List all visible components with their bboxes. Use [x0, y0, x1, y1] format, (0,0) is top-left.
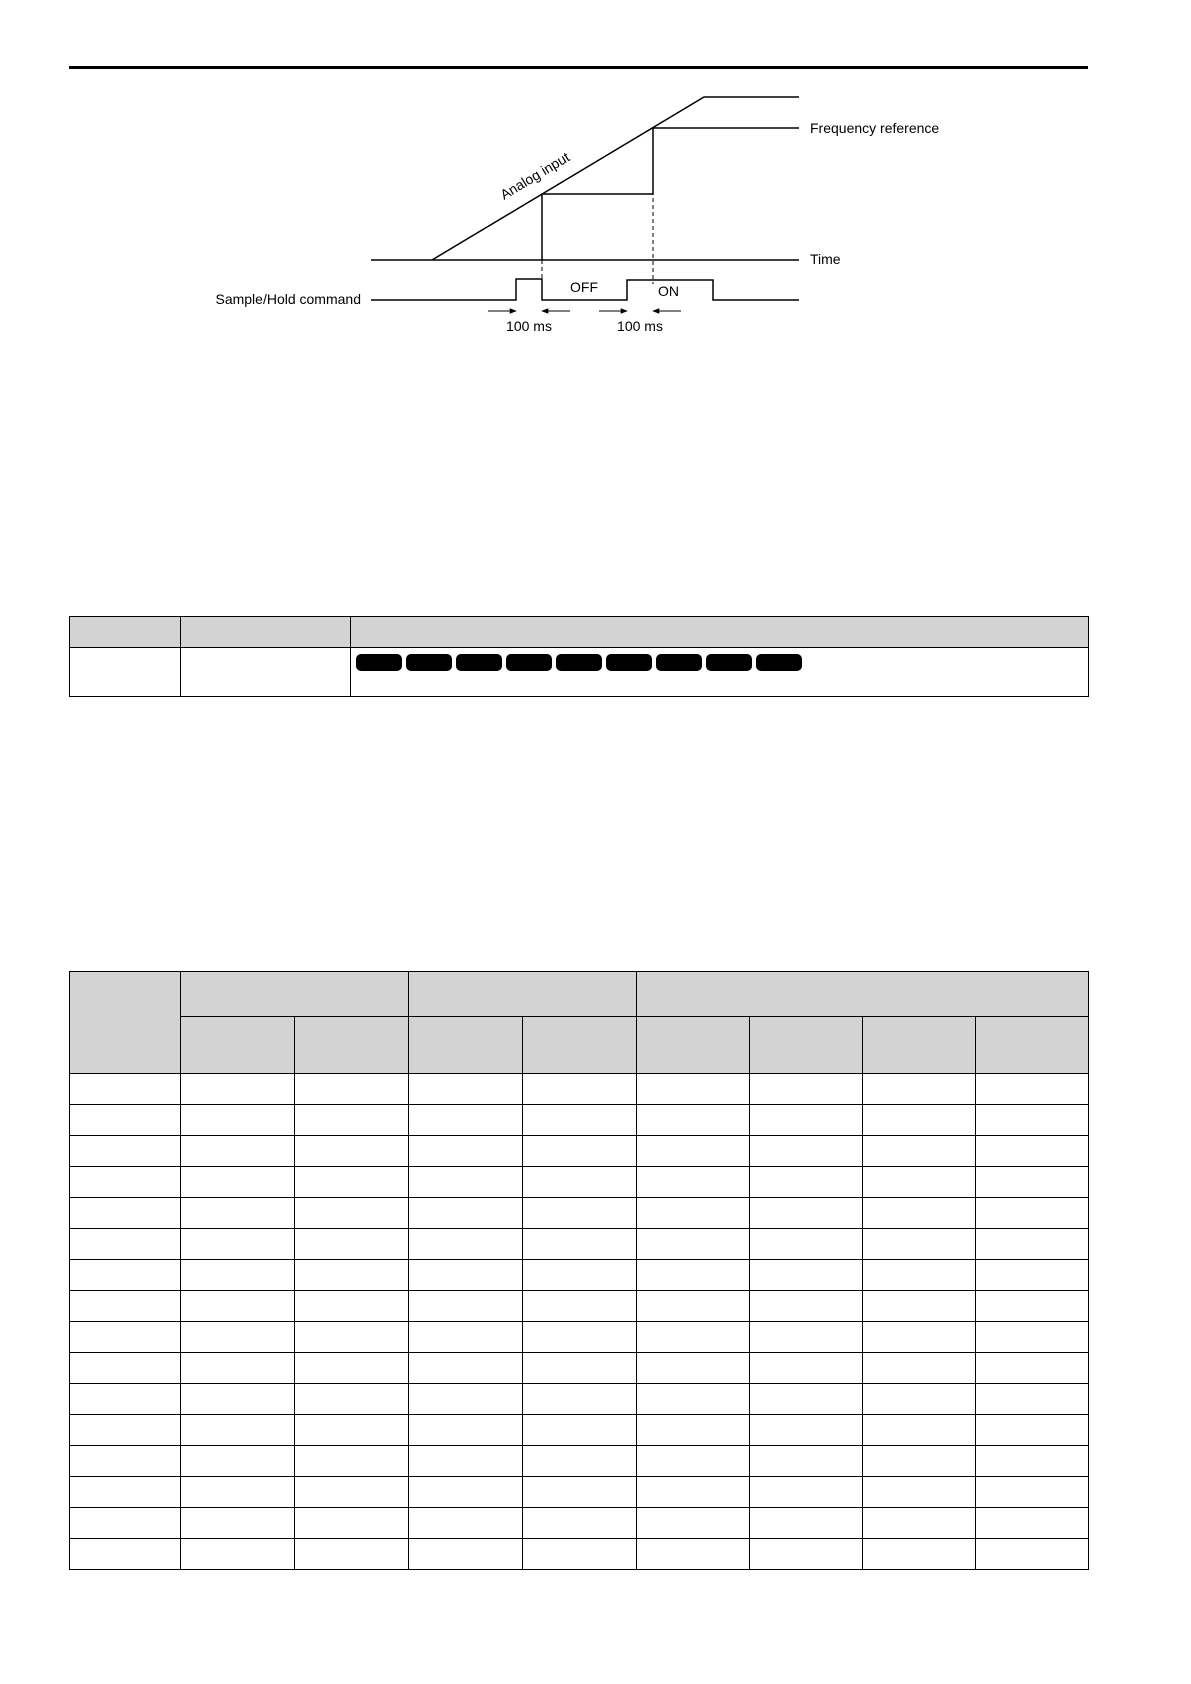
- table-cell: [181, 648, 351, 697]
- table-cell: [976, 1229, 1089, 1260]
- table-cell: [181, 1229, 295, 1260]
- header-cell: [295, 1017, 409, 1074]
- delay-label-2: 100 ms: [617, 318, 663, 334]
- combination-table-sub-header: [70, 1017, 1089, 1074]
- table-cell: [295, 1508, 409, 1539]
- table-cell: [750, 1384, 863, 1415]
- table-cell: [181, 1446, 295, 1477]
- table-cell: [295, 1415, 409, 1446]
- table-cell: [70, 1291, 181, 1322]
- table-cell: [750, 1539, 863, 1570]
- table-cell: [70, 1167, 181, 1198]
- table-cell: [295, 1291, 409, 1322]
- table-cell: [637, 1229, 750, 1260]
- table-cell: [181, 1384, 295, 1415]
- table-cell: [863, 1229, 976, 1260]
- table-cell: [637, 1260, 750, 1291]
- table-cell: [976, 1167, 1089, 1198]
- table-cell: [70, 1508, 181, 1539]
- header-cell: [637, 972, 1089, 1017]
- table-row: [70, 1539, 1089, 1570]
- table-cell: [976, 1322, 1089, 1353]
- table-row: [70, 1229, 1089, 1260]
- combination-table: [69, 971, 1089, 1570]
- table-cell: [181, 1074, 295, 1105]
- table-cell: [637, 1074, 750, 1105]
- table-cell: [637, 1105, 750, 1136]
- table-row: [70, 1074, 1089, 1105]
- table-cell: [750, 1167, 863, 1198]
- table-cell: [523, 1415, 637, 1446]
- table-cell: [70, 1074, 181, 1105]
- table-cell: [295, 1198, 409, 1229]
- time-label: Time: [810, 251, 841, 267]
- table-cell: [523, 1105, 637, 1136]
- table-cell: [295, 1136, 409, 1167]
- table-cell: [523, 1260, 637, 1291]
- header-cell: [181, 972, 409, 1017]
- table-cell: [976, 1260, 1089, 1291]
- table-row: [70, 1477, 1089, 1508]
- table-cell: [181, 1136, 295, 1167]
- control-mode-badges: [351, 648, 1088, 671]
- table-cell: [181, 1291, 295, 1322]
- table-cell: [863, 1477, 976, 1508]
- header-cell: [863, 1017, 976, 1074]
- table-cell: [295, 1384, 409, 1415]
- table-cell: [181, 1353, 295, 1384]
- table-cell: [409, 1539, 523, 1570]
- table-cell: [863, 1291, 976, 1322]
- table-cell: [409, 1322, 523, 1353]
- table-cell: [750, 1291, 863, 1322]
- table-cell: [351, 648, 1089, 697]
- table-cell: [181, 1167, 295, 1198]
- table-cell: [409, 1260, 523, 1291]
- table-cell: [750, 1074, 863, 1105]
- table-cell: [181, 1260, 295, 1291]
- table-cell: [523, 1539, 637, 1570]
- table-cell: [750, 1229, 863, 1260]
- table-cell: [523, 1074, 637, 1105]
- table-cell: [863, 1446, 976, 1477]
- table-row: [70, 1415, 1089, 1446]
- table-cell: [976, 1415, 1089, 1446]
- table-row: [70, 1446, 1089, 1477]
- table-cell: [70, 1415, 181, 1446]
- table-cell: [637, 1353, 750, 1384]
- header-cell: [70, 617, 181, 648]
- table-cell: [409, 1446, 523, 1477]
- table-row: [70, 1198, 1089, 1229]
- header-cell: [523, 1017, 637, 1074]
- table-row: [70, 1291, 1089, 1322]
- header-cell: [976, 1017, 1089, 1074]
- table-cell: [523, 1229, 637, 1260]
- control-mode-badge: [456, 654, 502, 671]
- table-cell: [523, 1477, 637, 1508]
- table-cell: [295, 1539, 409, 1570]
- table-cell: [523, 1508, 637, 1539]
- table-cell: [637, 1198, 750, 1229]
- table-cell: [750, 1260, 863, 1291]
- table-cell: [976, 1477, 1089, 1508]
- control-mode-badge: [506, 654, 552, 671]
- table-cell: [409, 1136, 523, 1167]
- table-cell: [409, 1477, 523, 1508]
- table-cell: [70, 1384, 181, 1415]
- table-row: [70, 1384, 1089, 1415]
- table-cell: [181, 1539, 295, 1570]
- table-cell: [70, 1353, 181, 1384]
- table-cell: [523, 1322, 637, 1353]
- table-cell: [863, 1260, 976, 1291]
- table-cell: [70, 1477, 181, 1508]
- table-cell: [70, 648, 181, 697]
- table-cell: [976, 1198, 1089, 1229]
- table-cell: [976, 1508, 1089, 1539]
- table-cell: [295, 1167, 409, 1198]
- control-mode-badge: [406, 654, 452, 671]
- table-cell: [70, 1539, 181, 1570]
- table-cell: [523, 1136, 637, 1167]
- table-cell: [750, 1322, 863, 1353]
- table-cell: [409, 1353, 523, 1384]
- table-cell: [295, 1229, 409, 1260]
- table-cell: [750, 1415, 863, 1446]
- header-cell: [351, 617, 1089, 648]
- table-cell: [976, 1384, 1089, 1415]
- table-row: [70, 1167, 1089, 1198]
- table-cell: [295, 1074, 409, 1105]
- table-cell: [70, 1229, 181, 1260]
- table-cell: [295, 1260, 409, 1291]
- table-cell: [976, 1446, 1089, 1477]
- table-cell: [409, 1074, 523, 1105]
- table-cell: [70, 1105, 181, 1136]
- control-mode-badge: [756, 654, 802, 671]
- table-cell: [181, 1415, 295, 1446]
- analog-input-label: Analog input: [497, 148, 573, 203]
- table-row: [70, 1105, 1089, 1136]
- table-row: [70, 1508, 1089, 1539]
- table-cell: [750, 1136, 863, 1167]
- table-cell: [637, 1167, 750, 1198]
- table-cell: [70, 1322, 181, 1353]
- control-mode-badge: [606, 654, 652, 671]
- table-cell: [409, 1198, 523, 1229]
- table-cell: [750, 1105, 863, 1136]
- control-mode-badge: [706, 654, 752, 671]
- table-cell: [409, 1508, 523, 1539]
- off-label: OFF: [570, 279, 598, 295]
- table-cell: [863, 1539, 976, 1570]
- table-cell: [637, 1415, 750, 1446]
- table-cell: [863, 1105, 976, 1136]
- table-cell: [523, 1384, 637, 1415]
- table-cell: [523, 1198, 637, 1229]
- table-cell: [523, 1353, 637, 1384]
- table-cell: [976, 1291, 1089, 1322]
- table-cell: [863, 1353, 976, 1384]
- analog-input-line: [432, 97, 799, 260]
- table-cell: [750, 1353, 863, 1384]
- table-cell: [863, 1384, 976, 1415]
- control-mode-badge: [556, 654, 602, 671]
- table-cell: [70, 1136, 181, 1167]
- header-cell: [181, 1017, 295, 1074]
- table-cell: [976, 1539, 1089, 1570]
- control-mode-badge: [656, 654, 702, 671]
- table-cell: [181, 1198, 295, 1229]
- table-cell: [181, 1477, 295, 1508]
- header-cell: [409, 972, 637, 1017]
- table-cell: [181, 1508, 295, 1539]
- header-cell: [750, 1017, 863, 1074]
- table-cell: [863, 1136, 976, 1167]
- table-row: [70, 1260, 1089, 1291]
- table-cell: [637, 1446, 750, 1477]
- table-cell: [637, 1384, 750, 1415]
- header-cell: [181, 617, 351, 648]
- table-cell: [181, 1322, 295, 1353]
- table-cell: [750, 1477, 863, 1508]
- table-cell: [863, 1167, 976, 1198]
- table-cell: [750, 1508, 863, 1539]
- table-cell: [409, 1384, 523, 1415]
- frequency-reference-label: Frequency reference: [810, 120, 940, 136]
- table-cell: [70, 1446, 181, 1477]
- table-row: [70, 1353, 1089, 1384]
- table-cell: [409, 1229, 523, 1260]
- sample-hold-label: Sample/Hold command: [215, 291, 361, 307]
- table-cell: [863, 1322, 976, 1353]
- combination-table-group-header: [70, 972, 1089, 1017]
- table-cell: [523, 1446, 637, 1477]
- table-row: [70, 648, 1089, 697]
- table-cell: [295, 1105, 409, 1136]
- header-cell: [637, 1017, 750, 1074]
- table-cell: [637, 1539, 750, 1570]
- table-cell: [70, 1260, 181, 1291]
- table-cell: [523, 1167, 637, 1198]
- table-cell: [750, 1446, 863, 1477]
- table-cell: [295, 1353, 409, 1384]
- parameter-table-header: [70, 617, 1089, 648]
- table-cell: [976, 1074, 1089, 1105]
- header-cell: [70, 972, 181, 1074]
- header-cell: [409, 1017, 523, 1074]
- table-cell: [976, 1105, 1089, 1136]
- delay-label-1: 100 ms: [506, 318, 552, 334]
- parameter-table: [69, 616, 1089, 697]
- table-cell: [409, 1105, 523, 1136]
- frequency-reference-line: [542, 128, 799, 260]
- table-cell: [637, 1322, 750, 1353]
- table-cell: [863, 1415, 976, 1446]
- table-cell: [295, 1322, 409, 1353]
- table-cell: [637, 1508, 750, 1539]
- table-cell: [637, 1477, 750, 1508]
- table-cell: [523, 1291, 637, 1322]
- table-cell: [409, 1415, 523, 1446]
- table-cell: [181, 1105, 295, 1136]
- table-cell: [295, 1477, 409, 1508]
- on-label: ON: [658, 283, 679, 299]
- table-cell: [976, 1136, 1089, 1167]
- table-cell: [637, 1136, 750, 1167]
- table-cell: [750, 1198, 863, 1229]
- table-row: [70, 1136, 1089, 1167]
- table-cell: [409, 1291, 523, 1322]
- combination-table-body: [70, 1074, 1089, 1570]
- table-cell: [70, 1198, 181, 1229]
- sample-hold-timing-diagram: [0, 0, 1191, 360]
- control-mode-badge: [356, 654, 402, 671]
- table-cell: [976, 1353, 1089, 1384]
- table-cell: [637, 1291, 750, 1322]
- table-cell: [863, 1074, 976, 1105]
- table-cell: [863, 1198, 976, 1229]
- table-row: [70, 1322, 1089, 1353]
- table-cell: [409, 1167, 523, 1198]
- table-cell: [863, 1508, 976, 1539]
- table-cell: [295, 1446, 409, 1477]
